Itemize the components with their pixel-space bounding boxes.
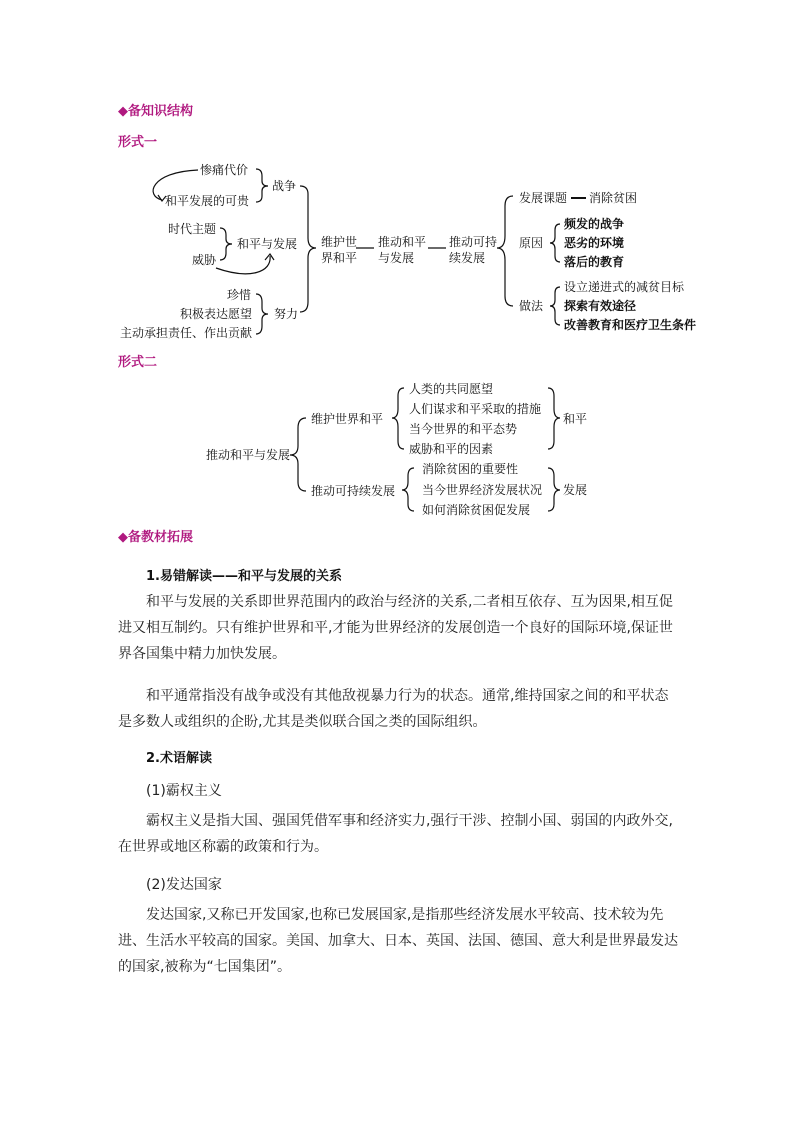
node-effort: 努力	[274, 307, 299, 321]
form2-root: 推动和平与发展	[206, 448, 291, 462]
node-maintain-line1: 维护世	[321, 235, 358, 249]
section-title-knowledge: ◆备知识结构	[118, 104, 193, 119]
term-hegemonism: (1)霸权主义	[146, 783, 222, 799]
node-effort-item-1: 珍惜	[227, 288, 252, 302]
brace-effort	[256, 294, 268, 334]
heading-terms: 2.术语解读	[146, 751, 212, 766]
brace-form2-peace-left	[392, 388, 404, 449]
form1-label: 形式一	[118, 135, 158, 150]
paragraph-1-text: 和平与发展的关系即世界范围内的政治与经济的关系,二者相互依存、互为因果,相互促进又相互制约。只有维护世界和平,才能为世界经济的发展创造一个良好的国际环境,保证世界各国集中精力加快发展。	[118, 594, 673, 662]
term-developed-country: (2)发达国家	[146, 877, 222, 893]
brace-war	[256, 169, 268, 202]
paragraph-4	[118, 902, 678, 980]
brace-maintain	[300, 186, 316, 312]
heading-misread: 1.易错解读——和平与发展的关系	[146, 569, 342, 584]
form2-label: 形式二	[118, 355, 158, 370]
node-cause-item-3: 落后的教育	[564, 255, 625, 269]
brace-form2-dev-right	[548, 468, 560, 511]
brace-method	[550, 287, 560, 325]
node-maintain-line2: 界和平	[321, 251, 358, 265]
paragraph-2-text: 和平通常指没有战争或没有其他敌视暴力行为的状态。通常,维持国家之间的和平状态是多数人或组织的企盼,尤其是类似联合国之类的国际组织。	[118, 688, 669, 730]
node-sustain-line1: 推动可持	[449, 235, 498, 249]
node-peace-dev: 和平与发展	[237, 237, 298, 251]
node-effort-item-2: 积极表达愿望	[180, 307, 253, 321]
brace-form2-root	[290, 418, 306, 491]
form2-branch2-tag: 发展	[563, 483, 588, 497]
paragraph-2	[118, 683, 678, 735]
node-method-item-1: 设立递进式的减贫目标	[564, 280, 685, 294]
paragraph-4-text: 发达国家,又称已开发国家,也称已发展国家,是指那些经济发展水平较高、技术较为先进、生活水平较高的国家。美国、加拿大、日本、英国、法国、德国、意大利是世界最发达的国家,被称为“七国集团”。	[118, 907, 678, 975]
brace-form2-dev-left	[402, 468, 414, 511]
paragraph-3-text: 霸权主义是指大国、强国凭借军事和经济实力,强行干涉、控制小国、弱国的内政外交,在世界或地区称霸的政策和行为。	[118, 813, 673, 855]
node-sustain-line2: 续发展	[449, 251, 486, 265]
node-pd-item-2: 威胁	[192, 253, 217, 267]
structure-diagram-lines	[0, 0, 794, 540]
node-promote-line1: 推动和平	[378, 235, 427, 249]
node-topic-value: 消除贫困	[589, 191, 638, 205]
paragraph-3	[118, 808, 678, 860]
form2-branch2-item-1: 消除贫困的重要性	[422, 462, 519, 476]
form2-branch1-item-4: 威胁和平的因素	[409, 442, 494, 456]
form2-branch2-item-3: 如何消除贫困促发展	[422, 503, 531, 517]
node-topic-label: 发展课题	[519, 191, 568, 205]
form2-branch1-item-1: 人类的共同愿望	[409, 382, 494, 396]
node-pd-item-1: 时代主题	[168, 222, 217, 236]
form2-branch1-item-3: 当今世界的和平态势	[409, 422, 518, 436]
node-cause-item-2: 恶劣的环境	[564, 236, 625, 250]
form2-branch2-item-2: 当今世界经济发展状况	[422, 483, 543, 497]
node-method-item-2: 探索有效途径	[564, 299, 637, 313]
node-effort-item-3: 主动承担责任、作出贡献	[120, 326, 253, 340]
node-war-item-2: 和平发展的可贵	[165, 194, 250, 208]
node-cause-label: 原因	[519, 236, 544, 250]
brace-peace-dev	[220, 228, 232, 260]
brace-form2-peace-right	[548, 388, 560, 449]
form2-branch2: 推动可持续发展	[311, 484, 396, 498]
node-cause-item-1: 频发的战争	[564, 217, 625, 231]
node-method-item-3: 改善教育和医疗卫生条件	[564, 318, 697, 332]
node-war: 战争	[272, 179, 297, 193]
node-promote-line2: 与发展	[378, 251, 415, 265]
paragraph-1	[118, 589, 678, 667]
brace-sustain	[497, 196, 513, 306]
form2-branch1-item-2: 人们谋求和平采取的措施	[409, 402, 542, 416]
section-title-textbook: ◆备教材拓展	[118, 530, 193, 545]
node-method-label: 做法	[519, 299, 544, 313]
form2-branch1-tag: 和平	[563, 412, 588, 426]
form2-branch1: 维护世界和平	[311, 412, 384, 426]
brace-cause	[550, 224, 560, 262]
node-war-item-1: 惨痛代价	[200, 163, 249, 177]
